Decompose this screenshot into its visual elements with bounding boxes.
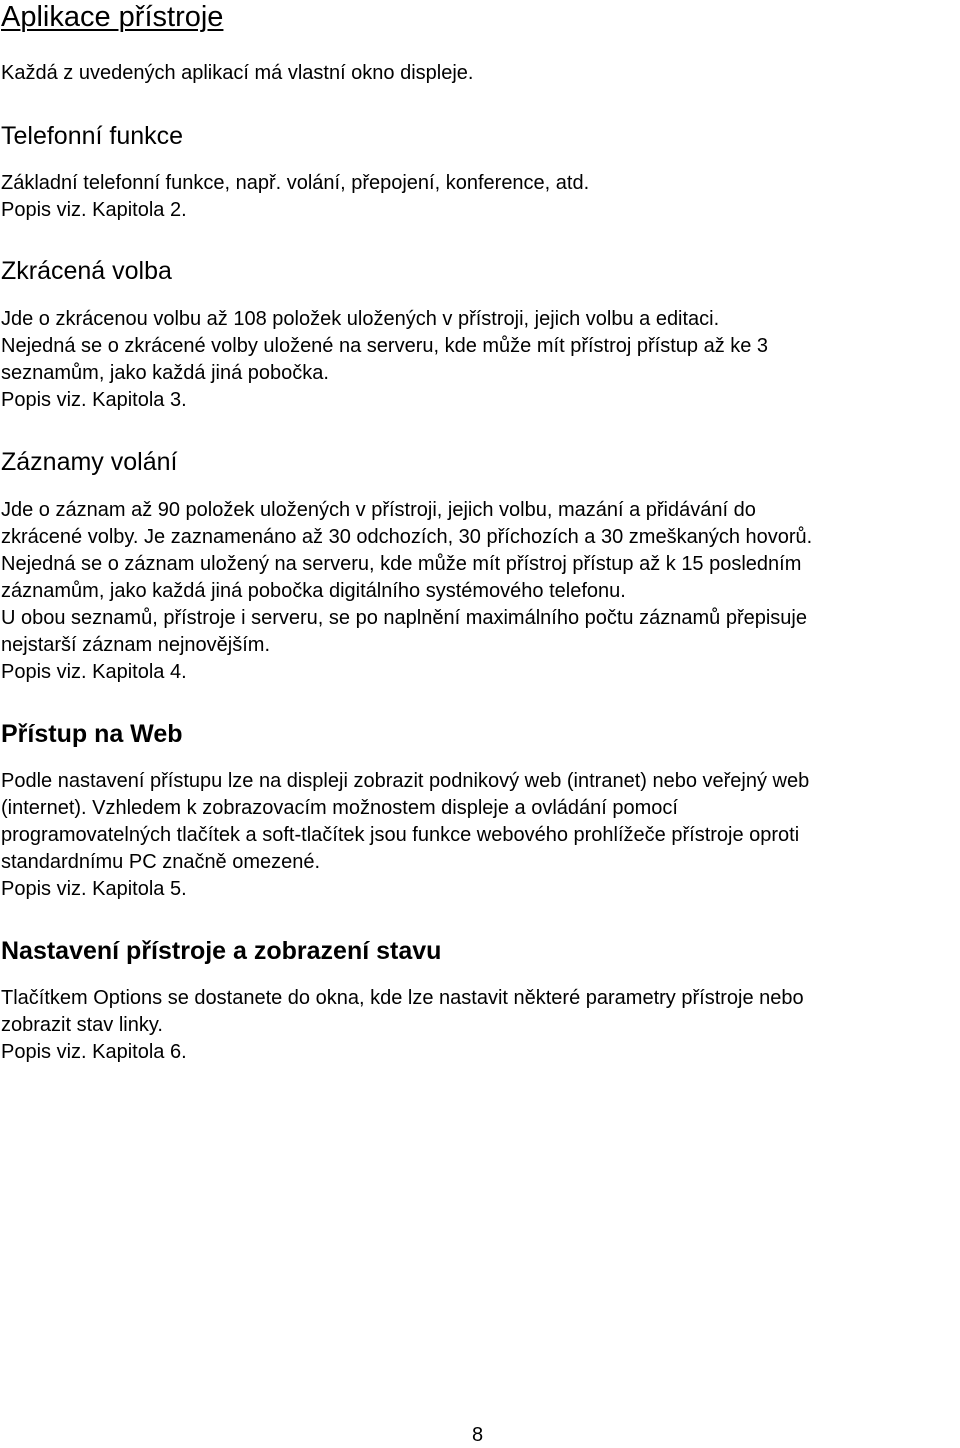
- section-line: Tlačítkem Options se dostanete do okna, kde lze nastavit některé parametry přístroje nebo: [1, 987, 804, 1009]
- section-line: Popis viz. Kapitola 3.: [1, 389, 187, 411]
- section-line: Jde o zkrácenou volbu až 108 položek uložených v přístroji, jejich volbu a editaci.: [1, 308, 720, 330]
- page-number: 8: [472, 1424, 484, 1446]
- section-line: Popis viz. Kapitola 5.: [1, 878, 187, 900]
- section-heading-nastaveni-pristroje: Nastavení přístroje a zobrazení stavu: [1, 937, 442, 965]
- section-line: Základní telefonní funkce, např. volání, přepojení, konference, atd.: [1, 172, 590, 194]
- section-heading-pristup-na-web: Přístup na Web: [1, 720, 183, 748]
- section-line: Nejedná se o zkrácené volby uložené na serveru, kde může mít přístroj přístup až ke 3: [1, 335, 769, 357]
- section-line: U obou seznamů, přístroje i serveru, se po naplnění maximálního počtu záznamů přepisuje: [1, 607, 807, 629]
- intro-text: Každá z uvedených aplikací má vlastní okno displeje.: [1, 62, 474, 84]
- section-line: zobrazit stav linky.: [1, 1014, 163, 1036]
- page-title: Aplikace přístroje: [1, 1, 224, 33]
- section-line: standardnímu PC značně omezené.: [1, 851, 321, 873]
- section-line: nejstarší záznam nejnovějším.: [1, 634, 271, 656]
- section-line: programovatelných tlačítek a soft-tlačítek jsou funkce webového prohlížeče přístroje oproti: [1, 824, 800, 846]
- section-line: Popis viz. Kapitola 4.: [1, 661, 187, 683]
- section-line: záznamům, jako každá jiná pobočka digitálního systémového telefonu.: [1, 580, 626, 602]
- section-line: seznamům, jako každá jiná pobočka.: [1, 362, 329, 384]
- section-line: (internet). Vzhledem k zobrazovacím možnostem displeje a ovládání pomocí: [1, 797, 678, 819]
- section-line: Popis viz. Kapitola 2.: [1, 199, 187, 221]
- section-heading-zaznamy-volani: Záznamy volání: [1, 448, 178, 476]
- section-line: Jde o záznam až 90 položek uložených v přístroji, jejich volbu, mazání a přidávání do: [1, 499, 756, 521]
- section-line: Podle nastavení přístupu lze na displeji zobrazit podnikový web (intranet) nebo veřejný web: [1, 770, 810, 792]
- section-line: Popis viz. Kapitola 6.: [1, 1041, 187, 1063]
- section-heading-zkracena-volba: Zkrácená volba: [1, 257, 172, 285]
- section-line: zkrácené volby. Je zaznamenáno až 30 odchozích, 30 příchozích a 30 zmeškaných hovorů.: [1, 526, 813, 548]
- section-line: Nejedná se o záznam uložený na serveru, kde může mít přístroj přístup až k 15 posledním: [1, 553, 802, 575]
- section-heading-telefonni-funkce: Telefonní funkce: [1, 122, 184, 150]
